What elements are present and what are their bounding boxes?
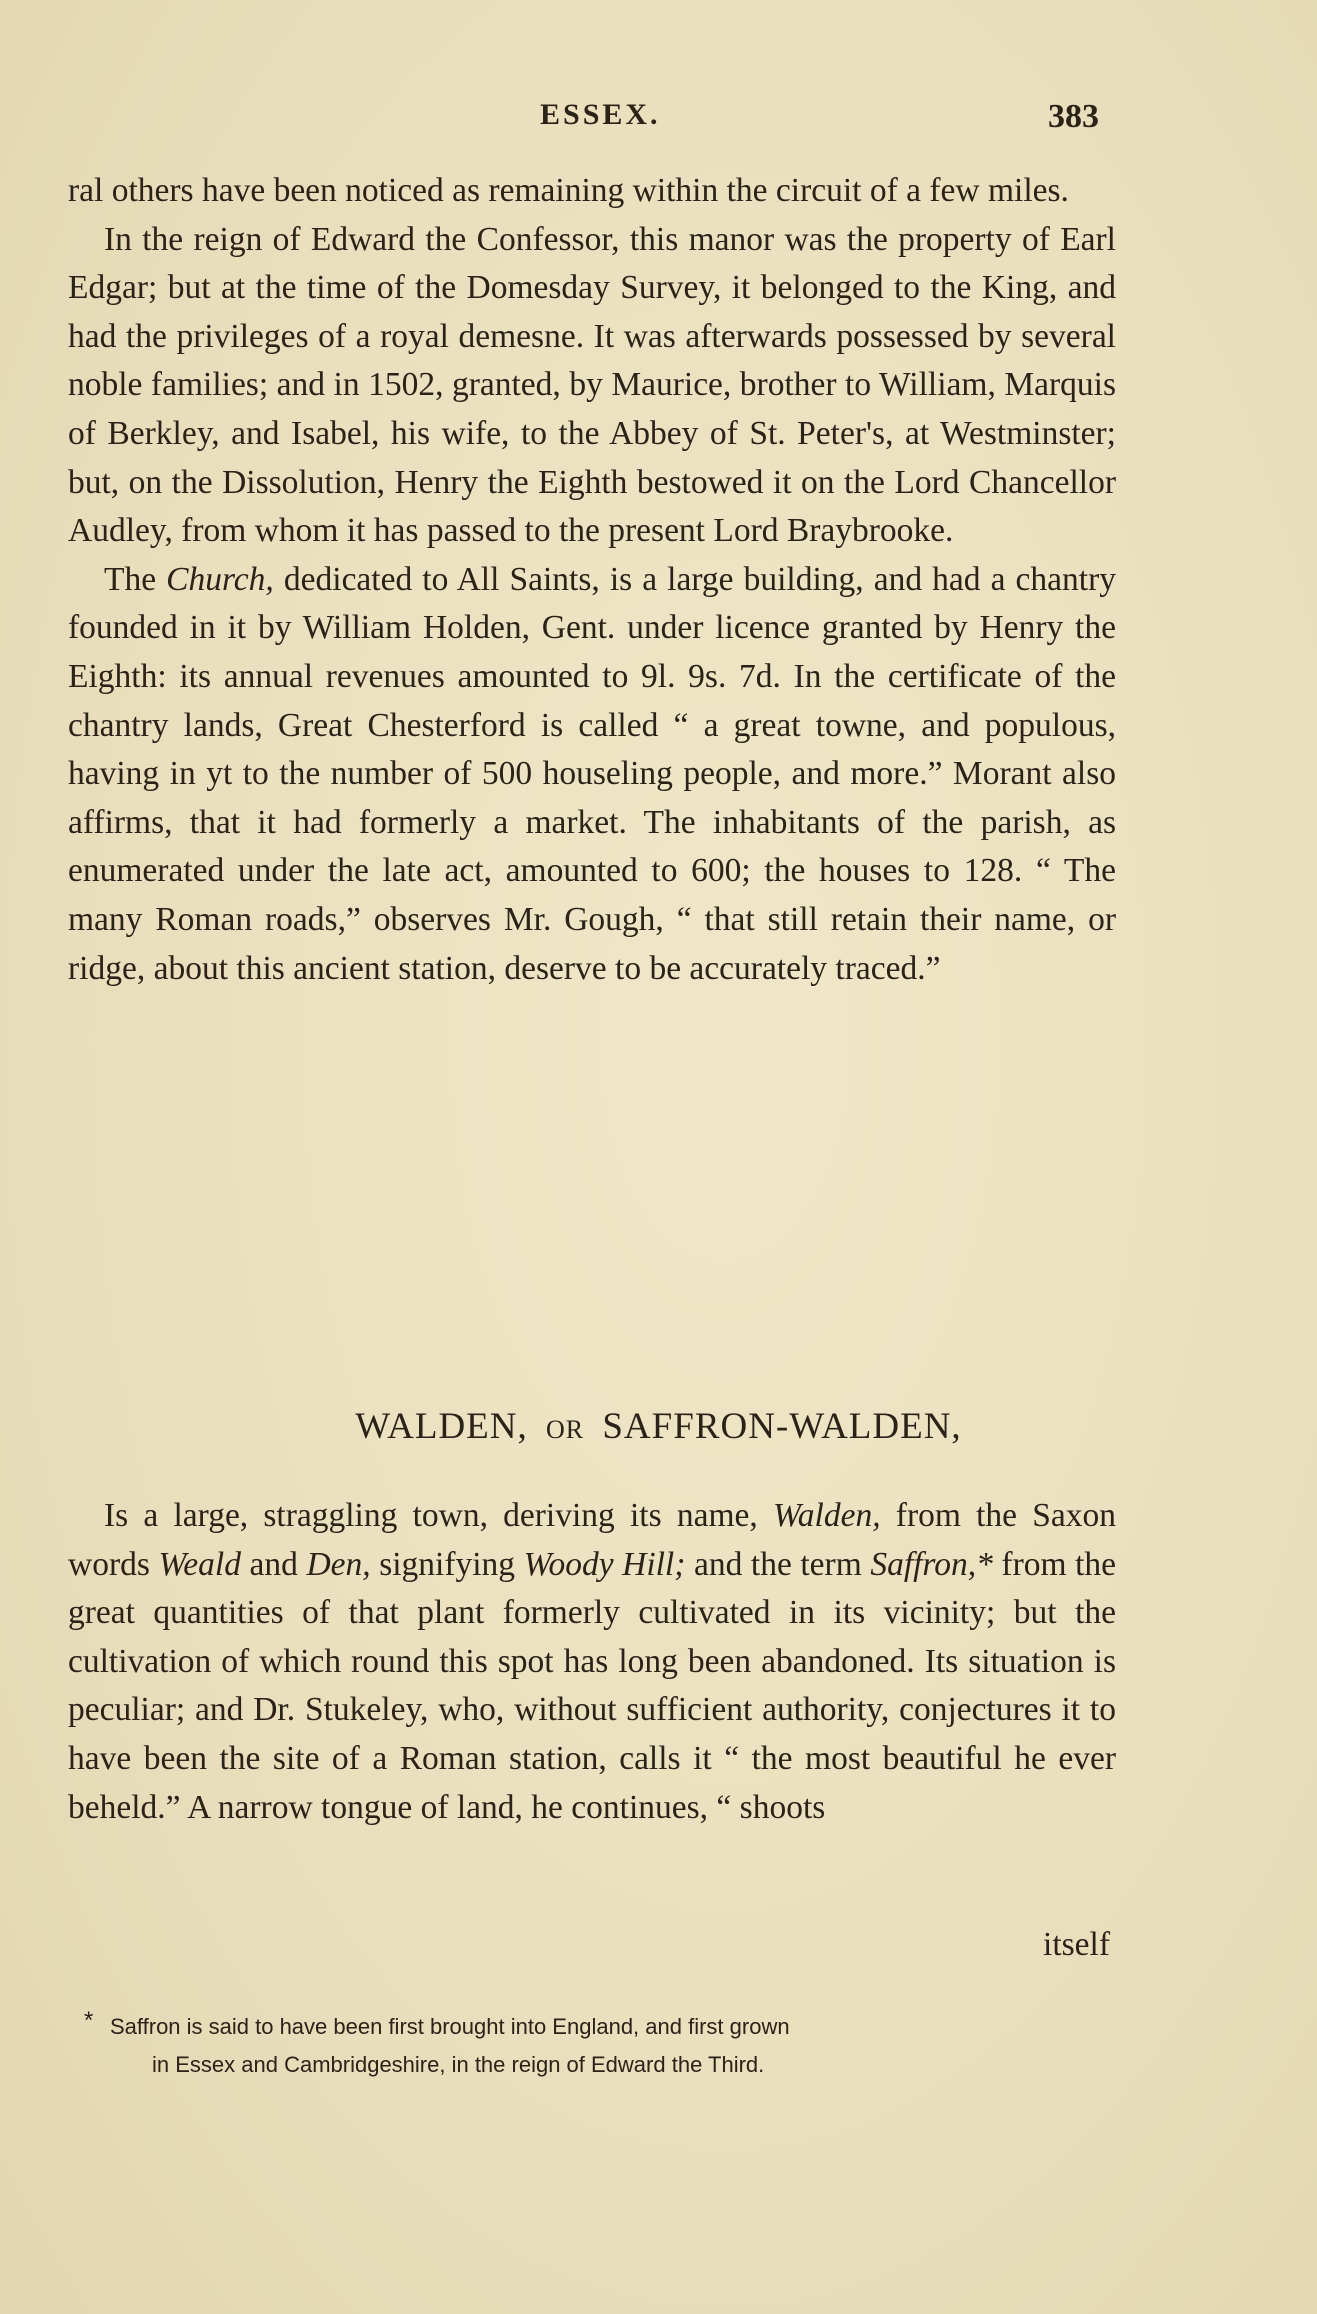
footnote xyxy=(84,2007,1120,2084)
running-head: ESSEX. xyxy=(540,98,661,131)
church-term: Church, xyxy=(166,560,274,598)
page-header xyxy=(0,98,1317,148)
section-heading: WALDEN, OR SAFFRON-WALDEN, xyxy=(355,1406,962,1447)
paragraph-continuation: ral others have been noticed as remaining within the circuit of a few miles. xyxy=(68,172,1069,209)
paragraph-manor-history: In the reign of Edward the Confessor, this manor was the property of Earl Edgar; but at the time of the Domesday Survey, it belonged to the King, and had the privileges of a royal demesne. It was afterwards possessed by several noble families; and in 1502, granted, by Maurice, brother to William, Marquis of Berkley, and Isabel, his wife, to the Abbey of St. Peter's, at Westminster; but, on the Dissolution, Henry the Eighth bestowed it on the Lord Chancellor Audley, from whom it has passed to the present Lord Braybrooke. xyxy=(68,220,1116,550)
footnote-line-2: in Essex and Cambridgeshire, in the reign of Edward the Third. xyxy=(152,2052,765,2077)
catchword: itself xyxy=(1043,1926,1110,1963)
paragraph-church: The Church, dedicated to All Saints, is a large building, and had a chantry founded in it by William Holden, Gent. under licence granted by Henry the Eighth: its annual revenues amounted to 9l. 9s. 7d. In the certificate of the chantry lands, Great Chesterford is called “ a great towne, and populous, having in yt to the number of 500 houseling people, and more.” Morant also affirms, that it had formerly a market. The inhabitants of the parish, as enumerated under the late act, amounted to 600; the houses to 128. “ The many Roman roads,” observes Mr. Gough, “ that still retain their name, or ridge, about this ancient station, deserve to be accurately traced.” xyxy=(68,560,1117,987)
body-text-bottom xyxy=(68,1492,1116,1832)
body-text-top xyxy=(68,167,1116,993)
footnote-reference: Saffron,* xyxy=(870,1545,993,1583)
footnote-mark: * xyxy=(84,2007,94,2034)
page-number: 383 xyxy=(1048,98,1099,135)
paragraph-walden: Is a large, straggling town, deriving its name, Walden, from the Saxon words Weald and Den, signifying Woody Hill; and the term Saffron,* from the great quantities of that plant formerly cultivated in its vicinity; but the cultivation of which round this spot has long been abandoned. Its situation is peculiar; and Dr. Stukeley, who, without sufficient authority, conjectures it to have been the site of a Roman station, calls it “ the most beautiful he ever beheld.” A narrow tongue of land, he continues, “ shoots xyxy=(68,1497,1117,1826)
footnote-line-1: Saffron is said to have been first brought into England, and first grown xyxy=(110,2014,790,2039)
